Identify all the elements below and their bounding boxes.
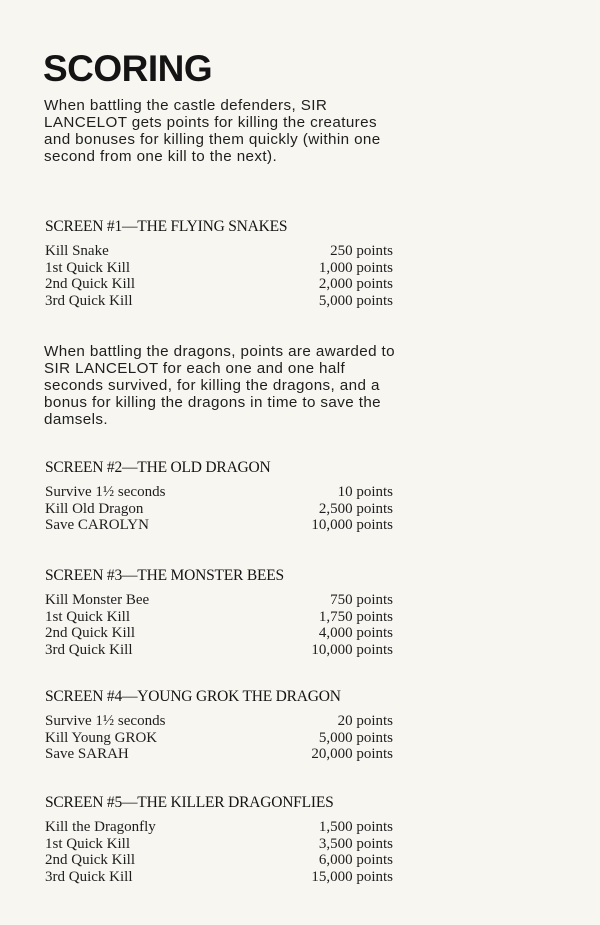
score-row xyxy=(45,293,393,310)
score-row xyxy=(45,592,393,609)
score-points: 10,000 points xyxy=(311,642,393,659)
score-points: 6,000 points xyxy=(318,852,393,869)
score-row xyxy=(45,276,393,293)
score-row xyxy=(45,501,393,518)
screen-heading: SCREEN #5—THE KILLER DRAGONFLIES xyxy=(45,794,334,811)
score-label: Kill Old Dragon xyxy=(45,500,144,517)
score-points: 10 points xyxy=(337,484,393,500)
score-points: 2,500 points xyxy=(318,500,393,517)
score-row xyxy=(45,260,393,277)
score-label: Kill Young GROK xyxy=(45,729,158,746)
score-label: Save CAROLYN xyxy=(45,517,149,534)
score-row xyxy=(45,713,393,730)
score-row xyxy=(45,819,393,836)
score-points: 3,500 points xyxy=(318,835,393,852)
score-points: 15,000 points xyxy=(311,869,393,886)
score-label: Survive 1½ seconds xyxy=(45,484,166,500)
score-row xyxy=(45,746,393,763)
score-points: 4,000 points xyxy=(318,625,393,642)
score-label: Kill Snake xyxy=(45,243,109,259)
score-label: 2nd Quick Kill xyxy=(45,852,135,869)
screen-heading: SCREEN #2—THE OLD DRAGON xyxy=(45,459,271,476)
score-label: 3rd Quick Kill xyxy=(45,642,133,659)
score-row xyxy=(45,484,393,501)
score-points: 1,000 points xyxy=(318,259,393,276)
score-label: Kill Monster Bee xyxy=(45,592,150,608)
screen-5-section xyxy=(45,794,393,886)
score-points: 250 points xyxy=(330,243,393,259)
score-label: 3rd Quick Kill xyxy=(45,869,133,886)
score-row xyxy=(45,609,393,626)
score-table xyxy=(45,484,393,534)
score-row xyxy=(45,836,393,853)
score-label: 1st Quick Kill xyxy=(45,608,130,625)
screen-heading: SCREEN #4—YOUNG GROK THE DRAGON xyxy=(45,688,341,705)
score-points: 1,750 points xyxy=(318,608,393,625)
score-row xyxy=(45,243,393,260)
score-table xyxy=(45,819,393,886)
score-row xyxy=(45,625,393,642)
score-points: 20 points xyxy=(337,713,393,729)
score-label: Kill the Dragonfly xyxy=(45,819,156,835)
screen-heading: SCREEN #3—THE MONSTER BEES xyxy=(45,567,284,584)
dragons-paragraph: When battling the dragons, points are awarded to SIR LANCELOT for each one and one half seconds survived, for killing the dragons, and a bonus for killing the dragons in time to save the damsels. xyxy=(44,343,396,428)
screen-1-section xyxy=(45,218,393,310)
score-points: 5,000 points xyxy=(318,729,393,746)
score-table xyxy=(45,243,393,310)
score-points: 20,000 points xyxy=(311,746,393,763)
score-table xyxy=(45,713,393,763)
screen-2-section xyxy=(45,459,393,534)
score-label: 1st Quick Kill xyxy=(45,259,130,276)
intro-paragraph: When battling the castle defenders, SIR LANCELOT gets points for killing the creatures and bonuses for killing them quickly (within one second from one kill to the next). xyxy=(44,97,381,165)
score-label: 3rd Quick Kill xyxy=(45,293,133,310)
screen-heading: SCREEN #1—THE FLYING SNAKES xyxy=(45,218,288,235)
score-label: Survive 1½ seconds xyxy=(45,713,166,729)
score-label: 2nd Quick Kill xyxy=(45,276,135,293)
score-points: 750 points xyxy=(330,592,393,608)
score-label: 2nd Quick Kill xyxy=(45,625,135,642)
score-label: 1st Quick Kill xyxy=(45,835,130,852)
score-row xyxy=(45,869,393,886)
score-points: 10,000 points xyxy=(311,517,393,534)
score-label: Save SARAH xyxy=(45,746,129,763)
score-row xyxy=(45,852,393,869)
score-points: 1,500 points xyxy=(318,819,393,835)
score-row xyxy=(45,730,393,747)
score-points: 2,000 points xyxy=(318,276,393,293)
screen-3-section xyxy=(45,567,393,659)
score-points: 5,000 points xyxy=(318,293,393,310)
page-title: SCORING xyxy=(43,48,213,89)
score-row xyxy=(45,517,393,534)
score-table xyxy=(45,592,393,659)
score-row xyxy=(45,642,393,659)
screen-4-section xyxy=(45,688,393,763)
